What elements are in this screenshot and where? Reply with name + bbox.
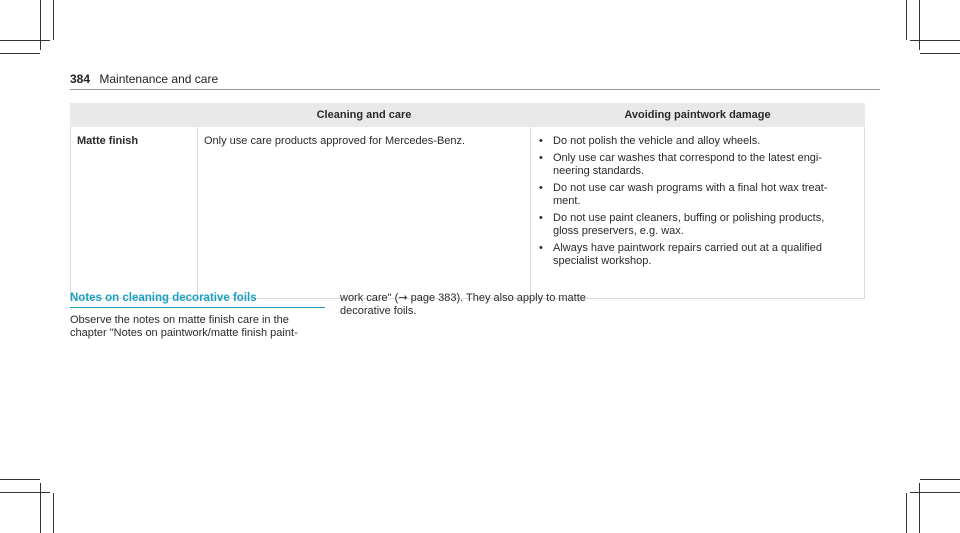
table-header-row (71, 104, 865, 127)
page-reference-link[interactable]: page 383). They also apply to matte decorative foils. (340, 292, 586, 317)
crop-mark (53, 0, 54, 40)
crop-mark (53, 493, 54, 533)
crop-mark (919, 0, 920, 50)
crop-mark (40, 0, 41, 50)
table-row (71, 127, 865, 299)
cleaning-cell: Only use care products approved for Mercedes-Benz. (198, 127, 531, 299)
header-divider (70, 89, 880, 90)
crop-mark (40, 483, 41, 533)
crop-mark (920, 479, 960, 480)
page-number: 384 (70, 72, 91, 86)
notes-heading-underline (70, 307, 325, 308)
paragraph-text: work care" ( (340, 292, 399, 304)
crop-mark (0, 492, 50, 493)
crop-mark (906, 0, 907, 40)
page-reference-arrow-icon: → (398, 291, 408, 304)
notes-heading: Notes on cleaning decorative foils (70, 292, 257, 304)
crop-mark (0, 40, 50, 41)
crop-mark (906, 493, 907, 533)
page-header (70, 72, 218, 86)
notes-paragraph-continued (340, 292, 600, 317)
avoiding-cell (531, 127, 865, 299)
column-header: Avoiding paintwork damage (531, 104, 865, 127)
avoiding-list (537, 135, 858, 268)
list-item: • Do not polish the vehicle and alloy wheels. (537, 135, 858, 148)
crop-mark (0, 479, 40, 480)
list-item: • Always have paintwork repairs carried out at a qualified specialist workshop. (537, 242, 858, 268)
care-table (70, 103, 865, 299)
crop-mark (920, 53, 960, 54)
crop-mark (910, 40, 960, 41)
list-item: • Do not use car wash programs with a final hot wax treat- ment. (537, 182, 858, 208)
crop-mark (0, 53, 40, 54)
crop-mark (910, 492, 960, 493)
list-item: • Do not use paint cleaners, buffing or polishing products, gloss preservers, e.g. wax. (537, 212, 858, 238)
notes-paragraph: Observe the notes on matte finish care in the chapter "Notes on paintwork/matte finish paint- (70, 314, 298, 339)
row-label: Matte finish (71, 127, 198, 299)
column-header (71, 104, 198, 127)
list-item: • Only use car washes that correspond to the latest engi- neering standards. (537, 152, 858, 178)
section-title: Maintenance and care (99, 72, 219, 86)
column-header: Cleaning and care (198, 104, 531, 127)
crop-mark (919, 483, 920, 533)
